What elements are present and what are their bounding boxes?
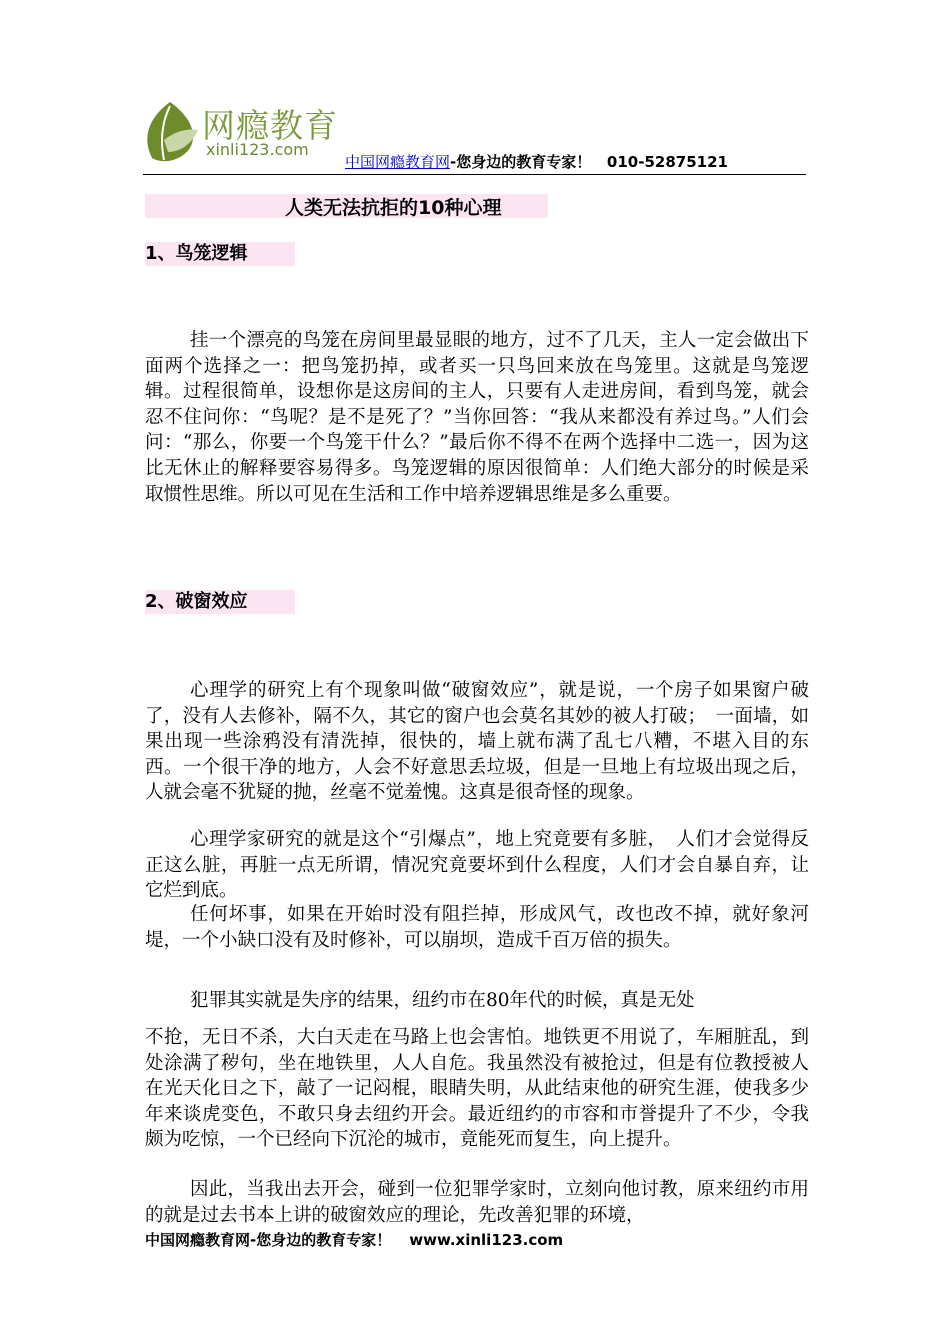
document-title: 人类无法抗拒的10种心理 bbox=[285, 197, 502, 219]
section-heading: 1、鸟笼逻辑 bbox=[145, 242, 295, 266]
paragraph: 因此，当我出去开会，碰到一位犯罪学家时，立刻向他讨教，原来纽约市用的就是过去书本上讲的破窗效应的理论，先改善犯罪的环境， bbox=[145, 1179, 809, 1226]
footer-text: 中国网瘾教育网-您身边的教育专家！ bbox=[145, 1231, 392, 1249]
footer-url[interactable]: www.xinli123.com bbox=[409, 1231, 564, 1249]
site-link[interactable]: 中国网瘾教育网 bbox=[345, 153, 451, 171]
paragraph: 挂一个漂亮的鸟笼在房间里最显眼的地方，过不了几天，主人一定会做出下面两个选择之一：把鸟笼扔掉，或者买一只鸟回来放在鸟笼里。这就是鸟笼逻辑。过程很简单，设想你是这房间的主人，只要有人走进房间，看到鸟笼，就会忍不住问你：“鸟呢？是不是死了？”当你回答：“我从来都没有养过鸟。”人们会问：“那么，你要一个鸟笼干什么？”最后你不得不在两个选择中二选一，因为这比无休止的解释要容易得多。鸟笼逻辑的原因很简单：人们绝大部分的时候是采取惯性思维。所以可见在生活和工作中培养逻辑思维是多么重要。 bbox=[145, 330, 809, 505]
header-divider bbox=[143, 174, 806, 175]
header-slogan: -您身边的教育专家！ bbox=[450, 153, 592, 171]
header-tagline bbox=[345, 151, 728, 172]
paragraph: 不抢，无日不杀，大白天走在马路上也会害怕。地铁更不用说了，车厢脏乱，到处涂满了秽句，坐在地铁里，人人自危。我虽然没有被抢过，但是有位教授被人在光天化日之下，敲了一记闷棍，眼睛失明，从此结束他的研究生涯，使我多少年来谈虎变色，不敢只身去纽约开会。最近纽约的市容和市誉提升了不少，令我颇为吃惊，一个已经向下沉沦的城市，竟能死而复生，向上提升。 bbox=[145, 1027, 809, 1151]
page-header bbox=[0, 0, 950, 180]
logo bbox=[140, 100, 340, 170]
paragraph: 任何坏事，如果在开始时没有阻拦掉，形成风气，改也改不掉，就好象河堤，一个小缺口没有及时修补，可以崩坝，造成千百万倍的损失。 bbox=[145, 904, 809, 951]
leaf-icon bbox=[140, 100, 202, 164]
page-footer bbox=[145, 1229, 563, 1250]
paragraph: 心理学家研究的就是这个“引爆点”，地上究竟要有多脏， 人们才会觉得反正这么脏，再脏一点无所谓，情况究竟要坏到什么程度，人们才会自暴自弃，让它烂到底。 bbox=[145, 829, 809, 902]
logo-text: 网瘾教育 bbox=[202, 106, 338, 145]
paragraph: 犯罪其实就是失序的结果，纽约市在80年代的时候，真是无处 bbox=[190, 990, 695, 1011]
section-heading: 2、破窗效应 bbox=[145, 590, 295, 614]
paragraph: 心理学的研究上有个现象叫做“破窗效应”，就是说，一个房子如果窗户破了，没有人去修补，隔不久，其它的窗户也会莫名其妙的被人打破； 一面墙，如果出现一些涂鸦没有清洗掉，很快的，墙上就布满了乱七八糟，不堪入目的东西。一个很干净的地方，人会不好意思丢垃圾，但是一旦地上有垃圾出现之后，人就会毫不犹疑的抛，丝毫不觉羞愧。这真是很奇怪的现象。 bbox=[145, 680, 809, 804]
header-phone: 010-52875121 bbox=[606, 153, 728, 171]
logo-url: xinli123.com bbox=[206, 140, 309, 159]
